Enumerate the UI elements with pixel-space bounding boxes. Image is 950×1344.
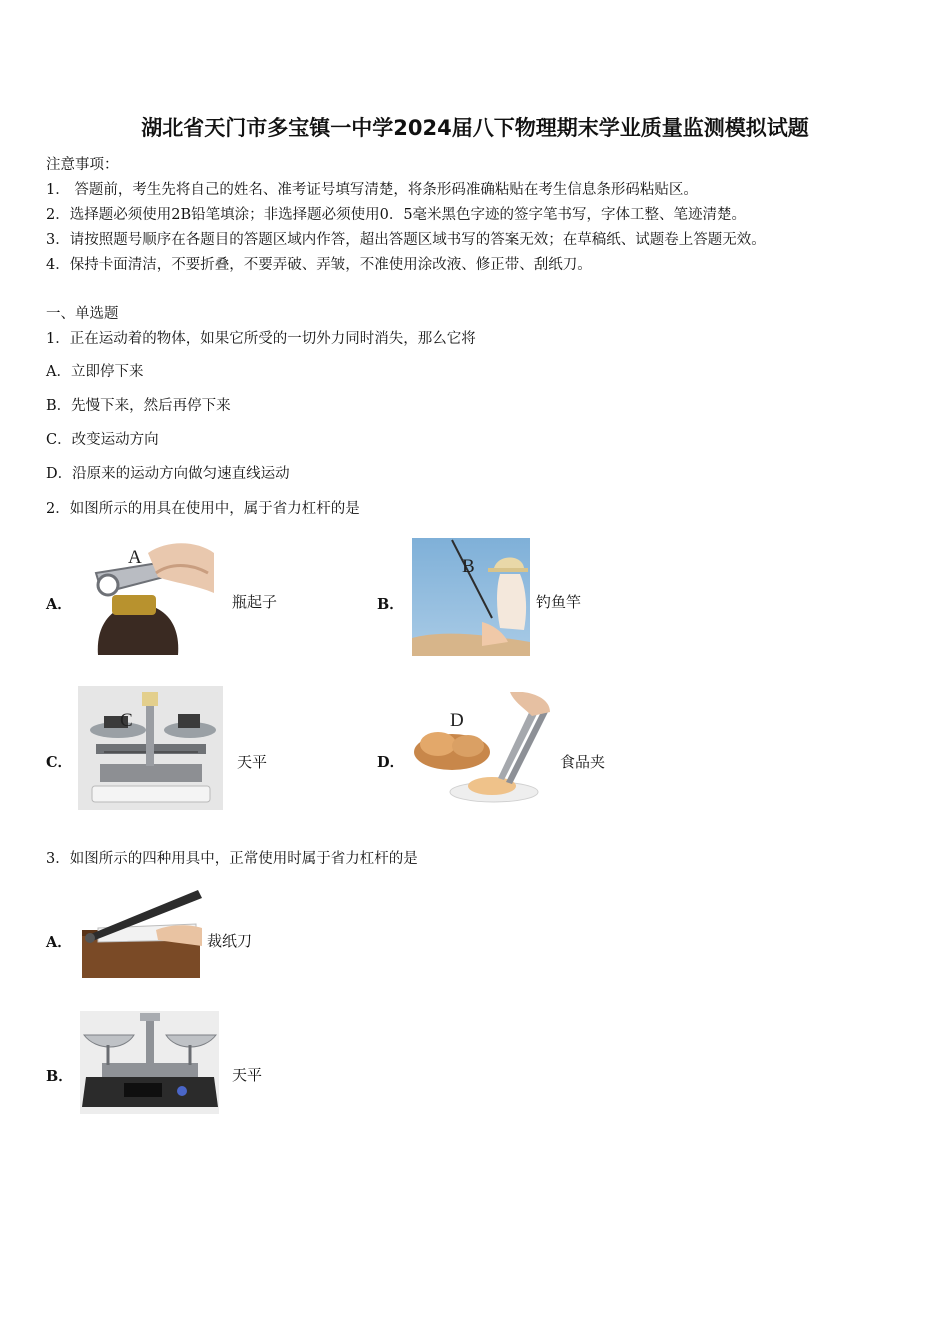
q2-option-d-caption: 食品夹 <box>560 753 606 771</box>
q2-option-c-caption: 天平 <box>237 753 268 771</box>
notice-item-4: 4．保持卡面清洁，不要折叠，不要弄破、弄皱，不准使用涂改液、修正带、刮纸刀。 <box>46 257 592 273</box>
q2-stem: 2．如图所示的用具在使用中，属于省力杠杆的是 <box>46 501 360 517</box>
q1-option-b[interactable]: B．先慢下来，然后再停下来 <box>46 398 231 414</box>
q2-pic-b-label: B <box>462 556 475 577</box>
q1-option-c[interactable]: C．改变运动方向 <box>46 432 159 448</box>
notice-item-2: 2．选择题必须使用2B铅笔填涂；非选择题必须使用0．5毫米黑色字迹的签字笔书写，字体工整、笔迹清楚。 <box>46 207 747 223</box>
q2-pic-c-label: C <box>120 710 133 731</box>
q1-option-d[interactable]: D．沿原来的运动方向做匀速直线运动 <box>46 466 290 482</box>
q3-option-b-letter[interactable]: B． <box>46 1068 73 1085</box>
q2-option-d-letter[interactable]: D． <box>377 754 405 771</box>
q3-option-a-caption: 裁纸刀 <box>207 932 253 950</box>
q2-option-b-letter[interactable]: B． <box>377 596 404 613</box>
q3-option-b-caption: 天平 <box>232 1066 263 1084</box>
q2-option-a-caption: 瓶起子 <box>232 593 278 611</box>
q1-stem: 1．正在运动着的物体，如果它所受的一切外力同时消失，那么它将 <box>46 331 476 347</box>
q2-option-a-letter[interactable]: A． <box>46 596 72 613</box>
balance-image <box>80 1011 219 1114</box>
paper-cutter-image <box>78 884 202 982</box>
page-title: 湖北省天门市多宝镇一中学2024届八下物理期末学业质量监测模拟试题 <box>141 116 809 140</box>
q1-option-a[interactable]: A．立即停下来 <box>46 364 144 380</box>
q3-stem: 3．如图所示的四种用具中，正常使用时属于省力杠杆的是 <box>46 851 418 867</box>
balance-scale-image <box>78 686 223 810</box>
q2-option-b-caption: 钓鱼竿 <box>536 593 582 611</box>
q3-option-a-letter[interactable]: A． <box>46 934 72 951</box>
food-tongs-image <box>414 692 550 808</box>
q2-pic-d-label: D <box>450 710 464 731</box>
bottle-opener-image <box>78 533 214 655</box>
notice-item-3: 3．请按照题号顺序在各题目的答题区域内作答，超出答题区域书写的答案无效；在草稿纸、试题卷上答题无效。 <box>46 232 766 248</box>
notice-heading: 注意事项： <box>46 157 119 173</box>
q2-option-c-letter[interactable]: C． <box>46 754 73 771</box>
q2-pic-a-label: A <box>128 547 142 568</box>
notice-item-1: 1． 答题前，考生先将自己的姓名、准考证号填写清楚，将条形码准确粘贴在考生信息条形码粘贴区。 <box>46 182 698 198</box>
section-heading: 一、单选题 <box>46 306 119 322</box>
fishing-rod-image <box>412 538 530 656</box>
